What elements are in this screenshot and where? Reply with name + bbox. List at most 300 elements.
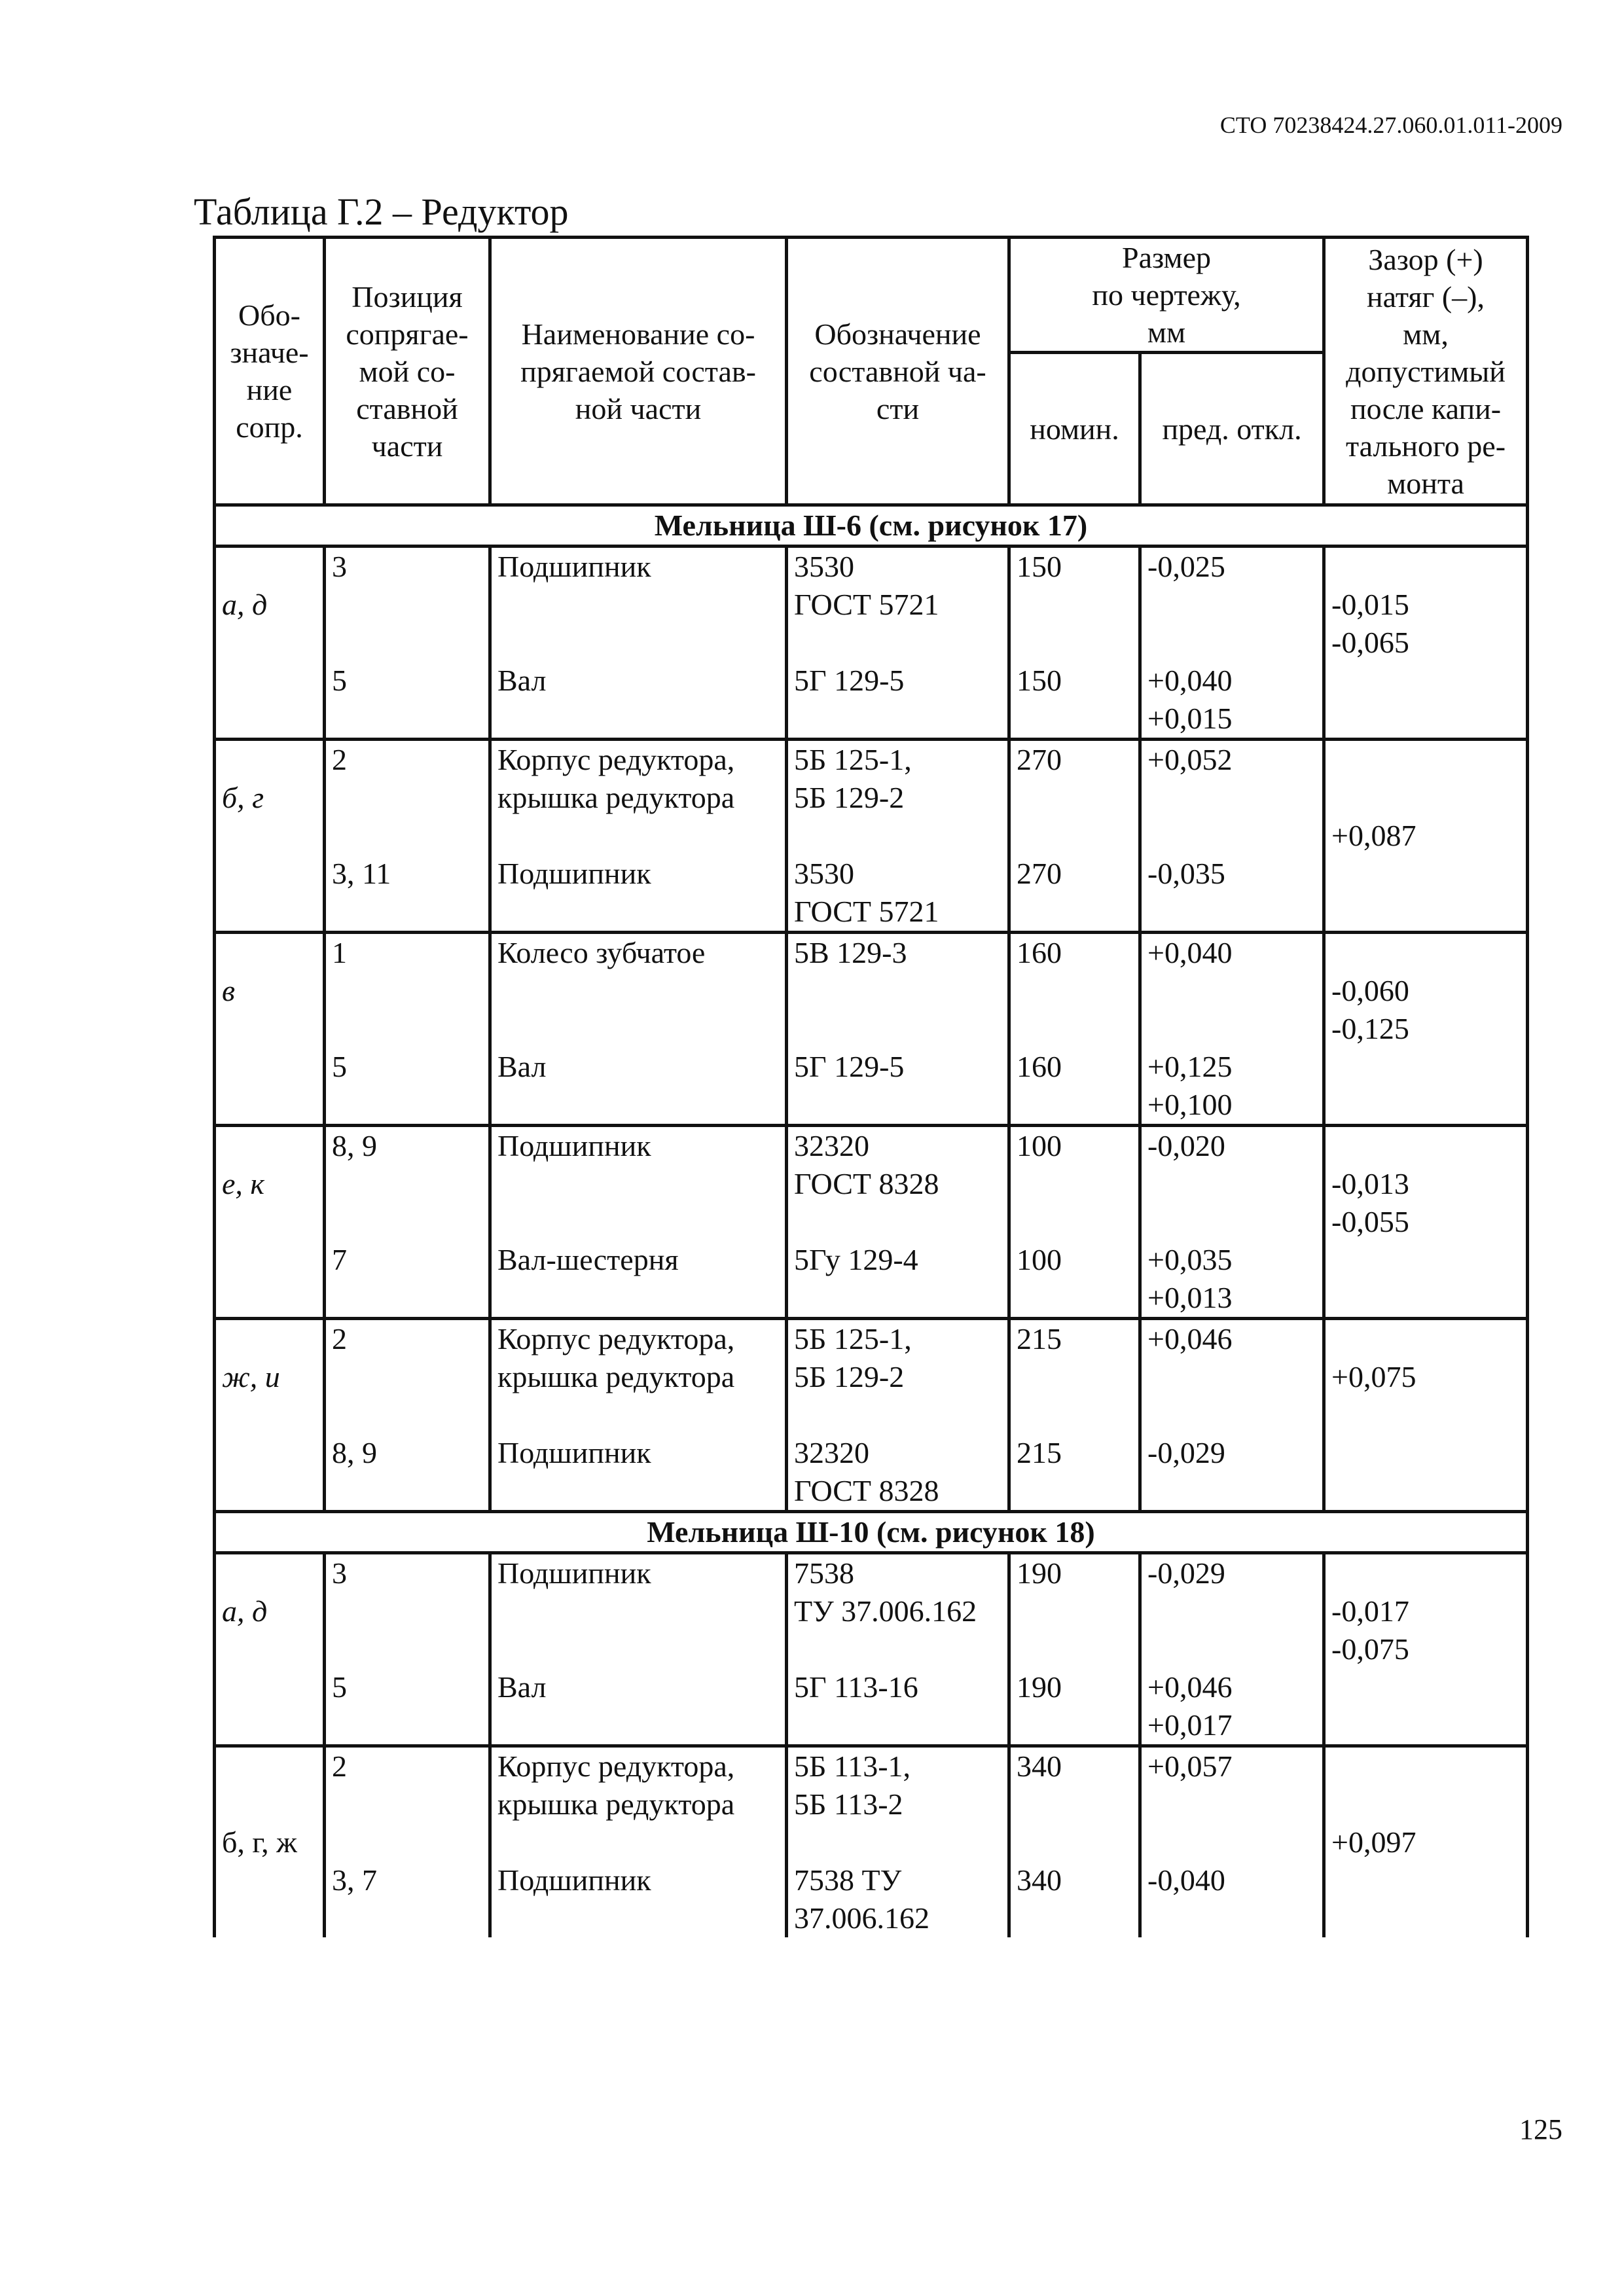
cell-line: [1326, 1320, 1526, 1358]
cell-line: 340: [1017, 1863, 1062, 1897]
cell-line: [1142, 1010, 1322, 1048]
position-cell: [325, 547, 490, 740]
cell-line: [1326, 1472, 1526, 1510]
line-spacer: [216, 1630, 323, 1668]
col-header-designation: [215, 238, 325, 505]
cell-line: 5Г 129-5: [794, 1050, 905, 1083]
nominal-cell: [1009, 1746, 1140, 1938]
cell-line: [1326, 548, 1526, 586]
cell-line: 5Б 129-2: [794, 1360, 905, 1393]
line-spacer: [216, 1048, 323, 1086]
header-line: сти: [876, 391, 920, 425]
cell-line: [1326, 1127, 1526, 1165]
line-spacer: [216, 1010, 323, 1048]
header-line: прягаемой состав-: [520, 354, 756, 388]
cell-line: +0,075: [1331, 1360, 1416, 1393]
part-cell: [787, 1126, 1009, 1319]
cell-line: +0,057: [1147, 1749, 1233, 1783]
cell-line: -0,055: [1331, 1205, 1409, 1238]
cell-line: 32320: [794, 1436, 869, 1469]
table-row-group: [215, 1746, 1528, 1938]
cell-line: [1011, 1165, 1138, 1203]
cell-line: 37.006.162: [794, 1901, 929, 1935]
cell-line: [492, 1396, 785, 1434]
cell-line: [1142, 817, 1322, 855]
cell-line: [1326, 700, 1526, 738]
cell-line: [326, 1358, 488, 1396]
header-line: Обо-: [238, 298, 300, 332]
deviation-cell: [1140, 740, 1324, 933]
clearance-cell: [1324, 1553, 1528, 1746]
clearance-cell: [1324, 547, 1528, 740]
name-cell: [490, 1553, 787, 1746]
cell-line: [492, 1630, 785, 1668]
table-row-group: [215, 933, 1528, 1126]
header-line: мм,: [1403, 317, 1449, 351]
cell-line: -0,017: [1331, 1594, 1409, 1628]
cell-line: [492, 1086, 785, 1124]
table-title: Таблица Г.2 – Редуктор: [194, 190, 569, 233]
designation-cell: [215, 547, 325, 740]
cell-line: [326, 1165, 488, 1203]
page-number: 125: [1519, 2113, 1562, 2145]
section-row: [215, 1512, 1528, 1553]
designation-cell: [215, 1553, 325, 1746]
reducer-fit-table: [213, 236, 1529, 1937]
line-spacer: [216, 1861, 323, 1899]
cell-line: [1326, 1554, 1526, 1592]
position-cell: [325, 740, 490, 933]
clearance-cell: [1324, 1126, 1528, 1319]
line-spacer: [216, 855, 323, 893]
cell-line: -0,060: [1331, 974, 1409, 1007]
cell-line: [1011, 1203, 1138, 1241]
cell-line: [492, 1706, 785, 1744]
header-line: монта: [1387, 466, 1464, 500]
cell-line: +0,013: [1147, 1281, 1233, 1314]
cell-line: Корпус редуктора,: [497, 743, 735, 776]
line-spacer: [216, 1434, 323, 1472]
cell-line: [1142, 972, 1322, 1010]
cell-line: Подшипник: [497, 1436, 651, 1469]
designation-label: б, г: [222, 781, 264, 814]
cell-line: [1326, 1086, 1526, 1124]
position-cell: [325, 1319, 490, 1512]
cell-line: Колесо зубчатое: [497, 936, 706, 969]
header-line: допустимый: [1346, 354, 1506, 388]
name-cell: [490, 933, 787, 1126]
cell-line: +0,015: [1147, 702, 1233, 735]
col-header-name: [490, 238, 787, 505]
cell-line: +0,097: [1331, 1825, 1416, 1859]
part-cell: [787, 740, 1009, 933]
cell-line: [1142, 1203, 1322, 1241]
cell-line: [1011, 817, 1138, 855]
cell-line: Подшипник: [497, 857, 651, 890]
cell-line: -0,125: [1331, 1012, 1409, 1045]
cell-line: [492, 1010, 785, 1048]
line-spacer: [216, 662, 323, 700]
cell-line: [788, 1630, 1007, 1668]
cell-line: [492, 1472, 785, 1510]
cell-line: [1142, 1165, 1322, 1203]
cell-line: 7538 ТУ: [794, 1863, 902, 1897]
cell-line: ГОСТ 5721: [794, 895, 939, 928]
cell-line: +0,046: [1147, 1322, 1233, 1355]
cell-line: 3, 7: [332, 1863, 377, 1897]
cell-line: [1142, 1899, 1322, 1937]
cell-line: Подшипник: [497, 1129, 651, 1162]
header-line: сопрягае-: [346, 317, 469, 351]
cell-line: 32320: [794, 1129, 869, 1162]
cell-line: [1326, 1748, 1526, 1785]
header-row: [215, 238, 1528, 353]
cell-line: 150: [1017, 664, 1062, 697]
cell-line: [1011, 586, 1138, 624]
cell-line: 7538: [794, 1556, 854, 1590]
cell-line: [1011, 1396, 1138, 1434]
cell-line: ГОСТ 5721: [794, 588, 939, 621]
header-line: составной ча-: [809, 354, 986, 388]
cell-line: крышка редуктора: [497, 781, 735, 814]
cell-line: [1011, 700, 1138, 738]
cell-line: +0,100: [1147, 1088, 1233, 1121]
nominal-cell: [1009, 933, 1140, 1126]
cell-line: [492, 586, 785, 624]
header-line: Зазор (+): [1368, 242, 1483, 276]
line-spacer: [216, 1472, 323, 1510]
cell-line: -0,015: [1331, 588, 1409, 621]
cell-line: [1326, 662, 1526, 700]
cell-line: [1011, 779, 1138, 817]
cell-line: [1142, 1396, 1322, 1434]
cell-line: 3530: [794, 857, 854, 890]
col-header-position: [325, 238, 490, 505]
designation-label: б, г, ж: [222, 1825, 297, 1859]
cell-line: Вал-шестерня: [497, 1243, 679, 1276]
cell-line: 5Г 129-5: [794, 664, 905, 697]
nominal-cell: [1009, 740, 1140, 933]
table-row-group: [215, 547, 1528, 740]
cell-line: 100: [1017, 1129, 1062, 1162]
cell-line: 160: [1017, 936, 1062, 969]
cell-line: 2: [332, 743, 347, 776]
cell-line: 8, 9: [332, 1129, 377, 1162]
cell-line: [1326, 1668, 1526, 1706]
cell-line: Корпус редуктора,: [497, 1749, 735, 1783]
designation-label: а, д: [222, 588, 268, 621]
cell-line: [1326, 779, 1526, 817]
header-line: сопр.: [236, 410, 303, 444]
cell-line: -0,040: [1147, 1863, 1225, 1897]
position-cell: [325, 1746, 490, 1938]
cell-line: 190: [1017, 1670, 1062, 1704]
cell-line: [1011, 1592, 1138, 1630]
line-spacer: [216, 700, 323, 738]
cell-line: [1326, 1861, 1526, 1899]
name-cell: [490, 1746, 787, 1938]
cell-line: 190: [1017, 1556, 1062, 1590]
cell-line: Вал: [497, 664, 547, 697]
line-spacer: [216, 1320, 323, 1358]
line-spacer: [216, 934, 323, 972]
name-cell: [490, 1319, 787, 1512]
nominal-cell: [1009, 1126, 1140, 1319]
cell-line: [1326, 855, 1526, 893]
name-cell: [490, 740, 787, 933]
cell-line: +0,052: [1147, 743, 1233, 776]
cell-line: [1011, 1706, 1138, 1744]
cell-line: +0,040: [1147, 936, 1233, 969]
cell-line: -0,065: [1331, 626, 1409, 659]
cell-line: [326, 1279, 488, 1317]
cell-line: [788, 1396, 1007, 1434]
cell-line: [326, 1472, 488, 1510]
cell-line: 5: [332, 1670, 347, 1704]
designation-label: а, д: [222, 1594, 268, 1628]
cell-line: [1011, 1279, 1138, 1317]
cell-line: [492, 1899, 785, 1937]
section-title: Мельница Ш-10 (см. рисунок 18): [215, 1512, 1528, 1553]
part-cell: [787, 1746, 1009, 1938]
cell-line: [788, 1706, 1007, 1744]
cell-line: 5Гу 129-4: [794, 1243, 918, 1276]
part-cell: [787, 1553, 1009, 1746]
cell-line: 5Б 113-1,: [794, 1749, 911, 1783]
line-spacer: [216, 1554, 323, 1592]
cell-line: крышка редуктора: [497, 1360, 735, 1393]
header-line: натяг (–),: [1367, 279, 1485, 314]
designation-label: е, к: [222, 1167, 264, 1200]
line-spacer: [216, 1241, 323, 1279]
table-row-group: [215, 740, 1528, 933]
position-cell: [325, 1553, 490, 1746]
cell-line: [788, 700, 1007, 738]
deviation-cell: [1140, 1553, 1324, 1746]
line-spacer: [216, 1899, 323, 1937]
cell-line: крышка редуктора: [497, 1787, 735, 1821]
cell-line: [1142, 1472, 1322, 1510]
part-cell: [787, 1319, 1009, 1512]
cell-line: [1326, 1396, 1526, 1434]
cell-line: [326, 1203, 488, 1241]
cell-line: 215: [1017, 1436, 1062, 1469]
cell-line: [788, 1279, 1007, 1317]
header-line: части: [371, 429, 443, 463]
cell-line: -0,025: [1147, 550, 1225, 583]
line-spacer: [216, 1748, 323, 1785]
deviation-cell: [1140, 1746, 1324, 1938]
cell-line: 5: [332, 1050, 347, 1083]
cell-line: 7: [332, 1243, 347, 1276]
line-spacer: [216, 624, 323, 662]
cell-line: [1142, 1785, 1322, 1823]
cell-line: +0,046: [1147, 1670, 1233, 1704]
cell-line: [1142, 893, 1322, 931]
cell-line: [1011, 1785, 1138, 1823]
cell-line: [788, 972, 1007, 1010]
cell-line: [1011, 1358, 1138, 1396]
nominal-cell: [1009, 1553, 1140, 1746]
line-spacer: [216, 1396, 323, 1434]
cell-line: 5Г 113-16: [794, 1670, 918, 1704]
cell-line: [492, 1823, 785, 1861]
cell-line: -0,035: [1147, 857, 1225, 890]
cell-line: [1011, 1086, 1138, 1124]
header-line: мм: [1147, 315, 1186, 349]
designation-cell: [215, 933, 325, 1126]
table-row-group: [215, 1319, 1528, 1512]
header-line: по чертежу,: [1092, 278, 1241, 312]
cell-line: [1142, 1358, 1322, 1396]
position-cell: [325, 1126, 490, 1319]
cell-line: [1326, 934, 1526, 972]
col-header-part-designation: [787, 238, 1009, 505]
cell-line: [326, 700, 488, 738]
cell-line: 3530: [794, 550, 854, 583]
line-spacer: [216, 817, 323, 855]
cell-line: Подшипник: [497, 550, 651, 583]
cell-line: [1326, 1434, 1526, 1472]
line-spacer: [216, 893, 323, 931]
cell-line: +0,125: [1147, 1050, 1233, 1083]
cell-line: [1326, 1785, 1526, 1823]
line-spacer: [216, 1706, 323, 1744]
cell-line: [1142, 779, 1322, 817]
cell-line: 5Б 125-1,: [794, 1322, 912, 1355]
line-spacer: [216, 741, 323, 779]
cell-line: 160: [1017, 1050, 1062, 1083]
header-line: ставной: [356, 391, 458, 425]
nominal-cell: [1009, 547, 1140, 740]
table-row-group: [215, 1553, 1528, 1746]
cell-line: [492, 1592, 785, 1630]
cell-line: Подшипник: [497, 1556, 651, 1590]
name-cell: [490, 1126, 787, 1319]
header-line: значе-: [230, 336, 309, 369]
deviation-cell: [1140, 1126, 1324, 1319]
cell-line: [492, 1165, 785, 1203]
line-spacer: [216, 1203, 323, 1241]
cell-line: Подшипник: [497, 1863, 651, 1897]
cell-line: -0,029: [1147, 1556, 1225, 1590]
cell-line: 340: [1017, 1749, 1062, 1783]
line-spacer: [216, 1127, 323, 1165]
cell-line: [788, 1203, 1007, 1241]
col-header-clearance: [1324, 238, 1528, 505]
cell-line: ГОСТ 8328: [794, 1474, 939, 1507]
cell-line: [326, 1899, 488, 1937]
line-spacer: [216, 1668, 323, 1706]
cell-line: [492, 817, 785, 855]
designation-label: в: [222, 974, 235, 1007]
cell-line: -0,013: [1331, 1167, 1409, 1200]
header-line: Обозначение: [814, 317, 981, 351]
designation-cell: [215, 1746, 325, 1938]
cell-line: [1326, 1279, 1526, 1317]
cell-line: 270: [1017, 743, 1062, 776]
line-spacer: [216, 1279, 323, 1317]
cell-line: [1011, 1010, 1138, 1048]
cell-line: [1011, 1899, 1138, 1937]
cell-line: [1011, 1472, 1138, 1510]
line-spacer: [216, 1086, 323, 1124]
deviation-cell: [1140, 933, 1324, 1126]
cell-line: [1326, 1241, 1526, 1279]
cell-line: 3: [332, 550, 347, 583]
cell-line: Корпус редуктора,: [497, 1322, 735, 1355]
cell-line: [326, 1823, 488, 1861]
cell-line: 270: [1017, 857, 1062, 890]
part-cell: [787, 547, 1009, 740]
cell-line: 3: [332, 1556, 347, 1590]
nominal-cell: [1009, 1319, 1140, 1512]
part-cell: [787, 933, 1009, 1126]
cell-line: [492, 972, 785, 1010]
cell-line: [1011, 624, 1138, 662]
header-line: Размер: [1121, 241, 1212, 274]
cell-line: 5В 129-3: [794, 936, 907, 969]
cell-line: [326, 586, 488, 624]
cell-line: 2: [332, 1749, 347, 1783]
cell-line: [788, 1010, 1007, 1048]
cell-line: 2: [332, 1322, 347, 1355]
cell-line: [326, 893, 488, 931]
clearance-cell: [1324, 1746, 1528, 1938]
cell-line: [1142, 1630, 1322, 1668]
header-line: тального ре-: [1346, 429, 1506, 463]
clearance-cell: [1324, 740, 1528, 933]
cell-line: 215: [1017, 1322, 1062, 1355]
cell-line: [788, 1086, 1007, 1124]
col-header-nominal: номин.: [1009, 353, 1140, 505]
cell-line: [1326, 1899, 1526, 1937]
section-row: [215, 505, 1528, 547]
cell-line: 3, 11: [332, 857, 391, 890]
clearance-cell: [1324, 933, 1528, 1126]
cell-line: [326, 972, 488, 1010]
cell-line: 8, 9: [332, 1436, 377, 1469]
header-line: мой со-: [359, 354, 456, 388]
cell-line: Вал: [497, 1670, 547, 1704]
cell-line: [1142, 586, 1322, 624]
header-line: после капи-: [1350, 391, 1502, 425]
designation-cell: [215, 1319, 325, 1512]
cell-line: [1326, 893, 1526, 931]
cell-line: [1326, 741, 1526, 779]
name-cell: [490, 547, 787, 740]
cell-line: [326, 1086, 488, 1124]
designation-label: ж, и: [222, 1360, 280, 1393]
cell-line: +0,017: [1147, 1708, 1233, 1742]
header-line: ной части: [575, 391, 702, 425]
cell-line: [326, 1785, 488, 1823]
cell-line: [788, 817, 1007, 855]
cell-line: [326, 1592, 488, 1630]
header-line: Позиция: [352, 279, 463, 314]
cell-line: 5Б 125-1,: [794, 743, 912, 776]
cell-line: [1011, 972, 1138, 1010]
section-title: Мельница Ш-6 (см. рисунок 17): [215, 505, 1528, 547]
cell-line: [1011, 1823, 1138, 1861]
line-spacer: [216, 548, 323, 586]
deviation-cell: [1140, 547, 1324, 740]
cell-line: [1142, 1592, 1322, 1630]
cell-line: 5Б 113-2: [794, 1787, 903, 1821]
line-spacer: [216, 1785, 323, 1823]
cell-line: ГОСТ 8328: [794, 1167, 939, 1200]
cell-line: +0,087: [1331, 819, 1416, 852]
